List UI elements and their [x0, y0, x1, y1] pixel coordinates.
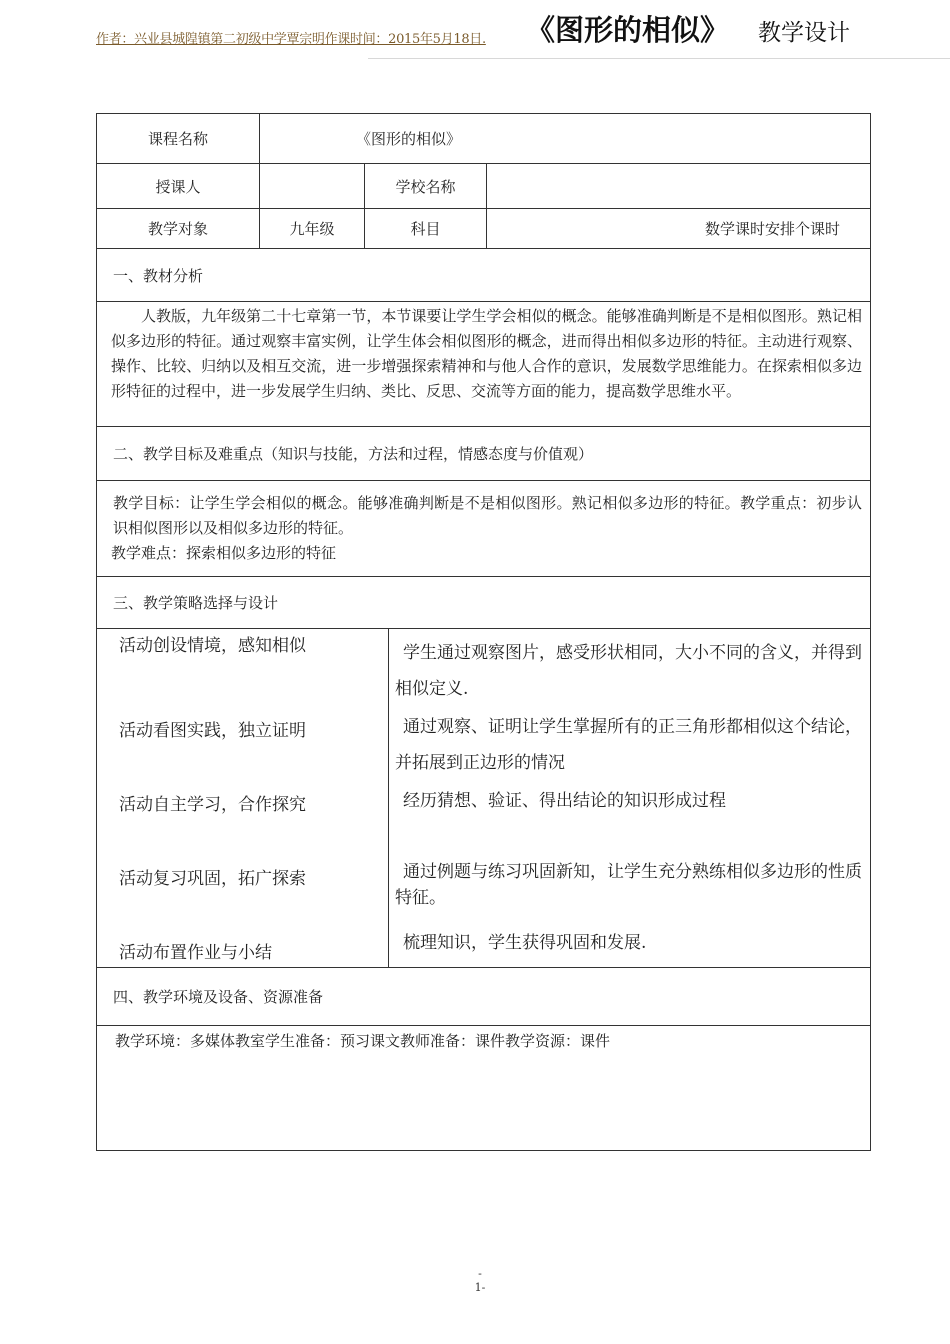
author-meta: 作者：兴业县城隍镇第二初级中学覃宗明作课时间：2015年5月18日.: [96, 32, 486, 47]
subject-value: 数学课时安排个课时: [486, 209, 870, 248]
environment-text: 教学环境：多媒体教室学生准备：预习课文教师准备：课件教学资源：课件: [115, 1032, 611, 1050]
course-name-label: 课程名称: [147, 130, 208, 148]
section-3-title: 三、教学策略选择与设计: [113, 594, 279, 612]
section-1-title: 一、教材分析: [113, 266, 204, 285]
activity-label: 活动自主学习，合作探究: [119, 795, 306, 815]
teaching-goals-text: 教学目标：让学生学会相似的概念。能够准确判断是不是相似图形。熟记相似多边形的特征。教学重点：初步认识相似图形以及相似多边形的特征。: [113, 494, 862, 537]
course-name-row: [97, 114, 870, 164]
header-divider: [368, 58, 950, 59]
section-2-title: 二、教学目标及难重点（知识与技能，方法和过程，情感态度与价值观）: [113, 445, 594, 463]
audience-row: [97, 209, 870, 249]
lesson-design-table: [96, 113, 871, 1151]
section-1-header: [97, 249, 870, 302]
activity-description: 梳理知识，学生获得巩固和发展.: [403, 933, 647, 953]
activity-descriptions: [389, 629, 870, 967]
teaching-difficulty-text: 教学难点：探索相似多边形的特征: [111, 544, 337, 562]
subject-label: 科目: [364, 209, 486, 248]
textbook-analysis-text: 人教版，九年级第二十七章第一节，本节课要让学生学会相似的概念。能够准确判断是不是相似图形。熟记相似多边形的特征。通过观察丰富实例，让学生体会相似图形的概念，进而得出相似多边形的特征。主动进行观察、操作、比较、归纳以及相互交流，进一步增强探索精神和与他人合作的意识，发展数学思维能力。在探索相似多边形特征的过程中，进一步发展学生归纳、类比、反思、交流等方面的能力，提高数学思维水平。: [111, 307, 862, 400]
page-number: 1-: [474, 1281, 486, 1294]
audience-value: 九年级: [259, 209, 364, 248]
document-header: [96, 8, 896, 52]
teacher-row: [97, 164, 870, 209]
audience-label: 教学对象: [147, 220, 208, 238]
document-subtitle: 教学设计: [758, 20, 850, 46]
section-3-header: [97, 577, 870, 629]
school-value: [486, 164, 870, 208]
section-4-title: 四、教学环境及设备、资源准备: [113, 988, 324, 1006]
course-name-value: 《图形的相似》: [259, 114, 870, 163]
teacher-label: 授课人: [155, 177, 201, 196]
activity-label: 活动看图实践，独立证明: [119, 721, 306, 741]
section-2-header: [97, 427, 870, 481]
section-2-body: [97, 481, 870, 577]
teacher-value: [259, 164, 364, 208]
school-label: 学校名称: [364, 164, 486, 208]
activity-label: 活动布置作业与小结: [119, 943, 272, 963]
activity-description: 经历猜想、验证、得出结论的知识形成过程: [403, 791, 726, 811]
activity-label: 活动复习巩固，拓广探索: [119, 869, 306, 889]
activity-description: 学生通过观察图片，感受形状相同，大小不同的含义，并得到相似定义.: [395, 643, 862, 699]
section-4-header: [97, 968, 870, 1026]
activities-grid: [97, 629, 870, 968]
activity-description: 通过例题与练习巩固新知，让学生充分熟练相似多边形的性质特征。: [395, 862, 862, 908]
activity-description: 通过观察、证明让学生掌握所有的正三角形都相似这个结论，并拓展到正边形的情况: [395, 717, 862, 773]
activity-labels: [97, 629, 389, 967]
section-1-body: [97, 302, 870, 427]
activity-label: 活动创设情境，感知相似: [119, 636, 306, 656]
page-number-dash: -: [478, 1267, 482, 1280]
document-title: 《图形的相似》: [526, 13, 730, 47]
section-4-body: [97, 1026, 870, 1150]
